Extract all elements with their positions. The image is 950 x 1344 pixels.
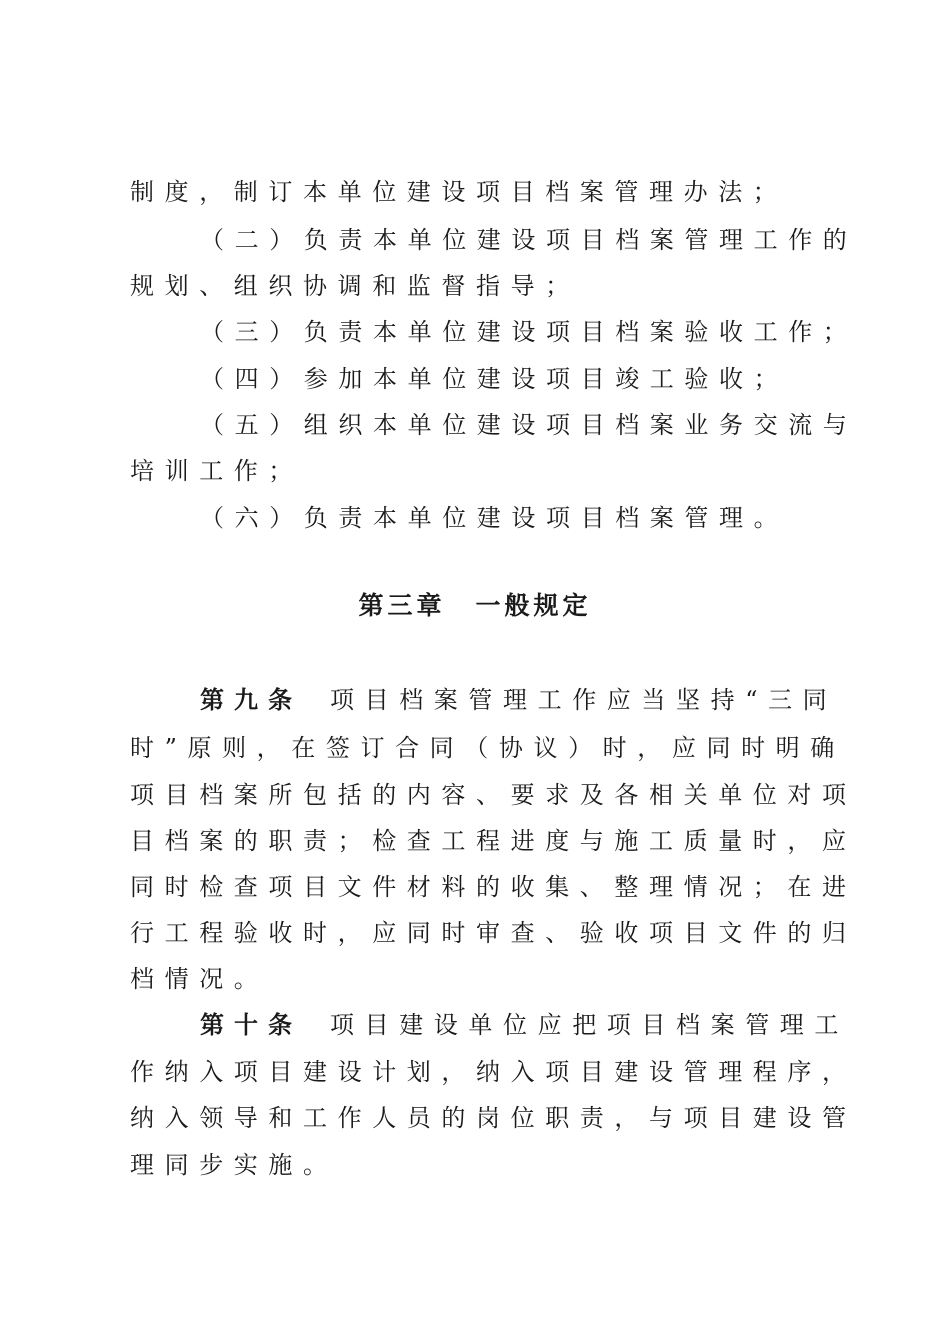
list-item-4: （四）参加本单位建设项目竣工验收； [200, 365, 789, 393]
text-line: 作纳入项目建设计划，纳入项目建设管理程序， [130, 1058, 857, 1086]
text-line: 目档案的职责；检查工程进度与施工质量时，应 [130, 827, 857, 855]
list-item-3: （三）负责本单位建设项目档案验收工作； [200, 318, 858, 346]
text-line: 制度，制订本单位建设项目档案管理办法； [130, 178, 788, 206]
text-line: 项目档案所包括的内容、要求及各相关单位对项 [130, 781, 857, 809]
article-10-label: 第十条 [200, 1011, 302, 1039]
article-10-text: 项目建设单位应把项目档案管理工 [330, 1011, 849, 1039]
article-10-first-line [200, 1010, 849, 1040]
list-item-2-continued: 规划、组织协调和监督指导； [130, 272, 580, 300]
list-item-5-continued: 培训工作； [130, 457, 303, 485]
list-item-6: （六）负责本单位建设项目档案管理。 [200, 504, 789, 532]
text-line: 档情况。 [130, 965, 269, 993]
text-line: 同时检查项目文件材料的收集、整理情况；在进 [130, 873, 857, 901]
text-line: 时”原则，在签订合同（协议）时，应同时明确 [130, 734, 845, 762]
list-item-2: （二）负责本单位建设项目档案管理工作的 [200, 226, 858, 254]
text-line: 理同步实施。 [130, 1151, 338, 1179]
chapter-title: 一般规定 [475, 591, 592, 620]
article-9-first-line [200, 685, 838, 715]
article-9-text: 项目档案管理工作应当坚持“三同 [330, 686, 838, 714]
text-line: 纳入领导和工作人员的岗位职责，与项目建设管 [130, 1104, 857, 1132]
list-item-5: （五）组织本单位建设项目档案业务交流与 [200, 411, 858, 439]
text-line: 行工程验收时，应同时审查、验收项目文件的归 [130, 919, 857, 947]
chapter-number: 第三章 [358, 591, 446, 620]
chapter-heading [0, 591, 950, 621]
article-9-label: 第九条 [200, 686, 302, 714]
